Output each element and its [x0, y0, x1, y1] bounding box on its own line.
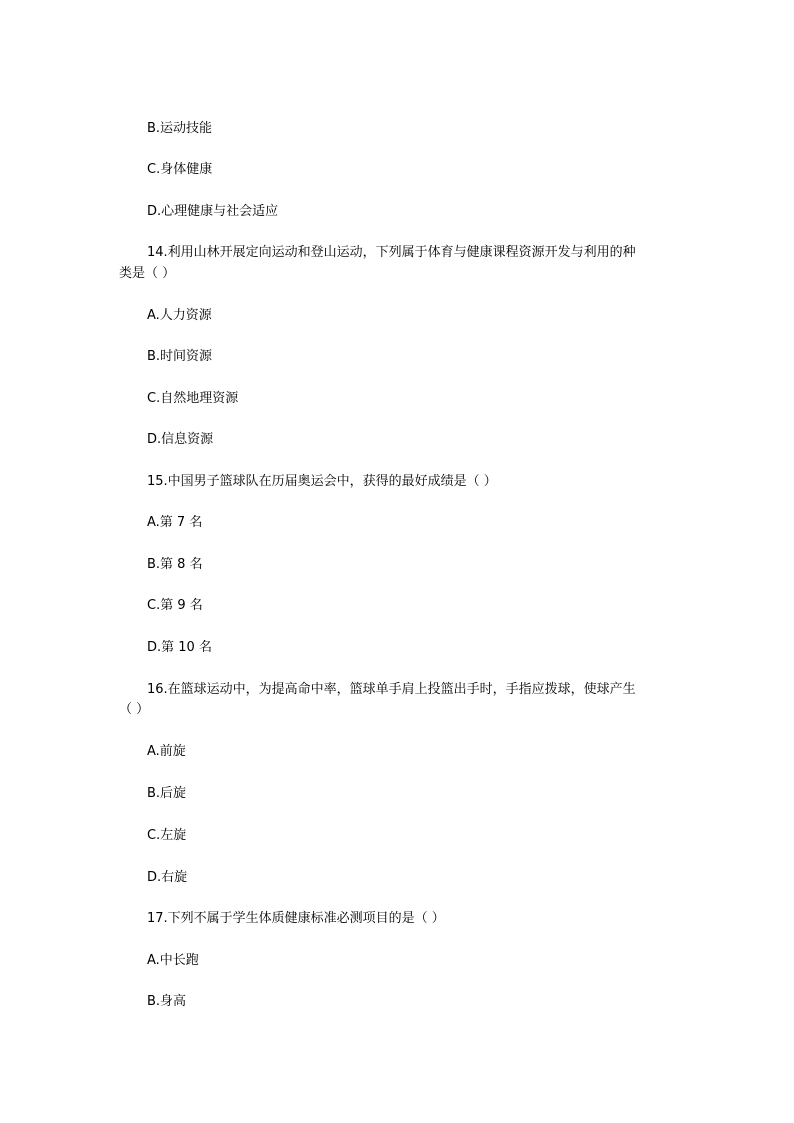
option-c-leftspin: C.左旋 [147, 828, 187, 843]
option-b-backspin: B.后旋 [147, 786, 187, 801]
option-d-mental-health: D.心理健康与社会适应 [147, 204, 279, 219]
option-b-8th: B.第 8 名 [147, 557, 203, 572]
option-c-9th: C.第 9 名 [147, 598, 203, 613]
question-16-line-2: （ ） [119, 702, 150, 717]
option-a-human-resources: A.人力资源 [147, 308, 212, 323]
option-b-motor-skills: B.运动技能 [147, 121, 213, 136]
option-d-rightspin: D.右旋 [147, 870, 188, 885]
option-a-middle-distance-run: A.中长跑 [147, 953, 199, 968]
question-15: 15.中国男子篮球队在历届奥运会中，获得的最好成绩是（ ） [147, 474, 497, 489]
question-17: 17.下列不属于学生体质健康标准必测项目的是（ ） [147, 911, 445, 926]
option-a-7th: A.第 7 名 [147, 515, 203, 530]
option-d-information-resources: D.信息资源 [147, 432, 214, 447]
option-c-natural-resources: C.自然地理资源 [147, 391, 239, 406]
option-a-topspin: A.前旋 [147, 744, 186, 759]
question-14-line-2: 类是（ ） [119, 266, 176, 281]
option-b-time-resources: B.时间资源 [147, 349, 213, 364]
question-14-line-1: 14.利用山林开展定向运动和登山运动，下列属于体育与健康课程资源开发与利用的种 [147, 245, 636, 260]
option-d-10th: D.第 10 名 [147, 640, 212, 655]
option-b-height: B.身高 [147, 994, 187, 1009]
option-c-physical-health: C.身体健康 [147, 162, 213, 177]
question-16-line-1: 16.在篮球运动中，为提高命中率，篮球单手肩上投篮出手时，手指应拨球，使球产生 [147, 682, 636, 697]
